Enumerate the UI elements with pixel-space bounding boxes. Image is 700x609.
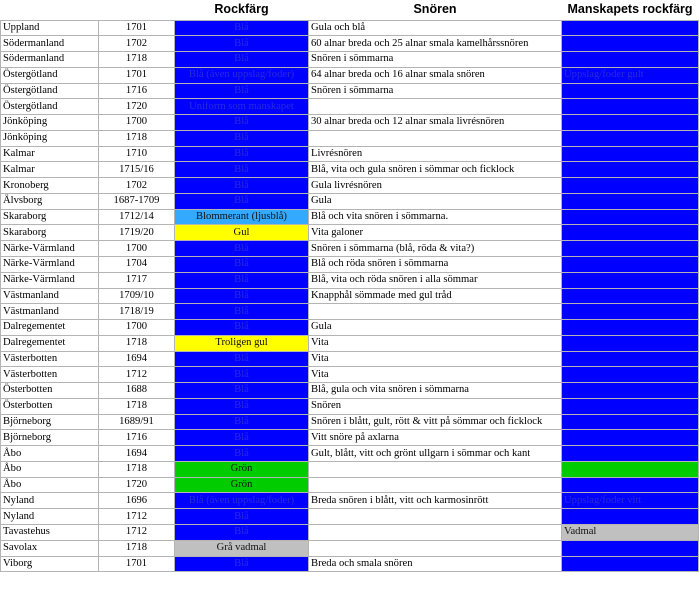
cell-snoren xyxy=(309,509,562,525)
cell-manskapets-rockfarg xyxy=(562,146,699,162)
cell-manskapets-rockfarg xyxy=(562,209,699,225)
header-landskap xyxy=(1,0,99,20)
cell-landskap: Jönköping xyxy=(1,115,99,131)
cell-manskapets-rockfarg xyxy=(562,178,699,194)
cell-manskapets-rockfarg xyxy=(562,509,699,525)
cell-snoren xyxy=(309,525,562,541)
cell-landskap: Dalregementet xyxy=(1,335,99,351)
cell-manskapets-rockfarg xyxy=(562,193,699,209)
cell-rockfarg: Blå xyxy=(175,398,309,414)
cell-rockfarg: Blå (även uppslag/foder) xyxy=(175,493,309,509)
cell-ar: 1701 xyxy=(99,556,175,572)
cell-rockfarg: Grå vadmal xyxy=(175,540,309,556)
cell-ar: 1718 xyxy=(99,398,175,414)
table-body xyxy=(1,20,699,572)
cell-ar: 1688 xyxy=(99,383,175,399)
table-row xyxy=(1,225,699,241)
cell-ar: 1712 xyxy=(99,525,175,541)
cell-rockfarg: Troligen gul xyxy=(175,335,309,351)
table-row xyxy=(1,162,699,178)
cell-ar: 1718/19 xyxy=(99,304,175,320)
cell-landskap: Kronoberg xyxy=(1,178,99,194)
cell-snoren: Gult, blått, vitt och grönt ullgarn i sömmar och kant xyxy=(309,446,562,462)
cell-manskapets-rockfarg xyxy=(562,256,699,272)
cell-rockfarg: Blå xyxy=(175,83,309,99)
cell-landskap: Björneborg xyxy=(1,430,99,446)
cell-landskap: Älvsborg xyxy=(1,193,99,209)
cell-snoren: Blå och röda snören i sömmarna xyxy=(309,256,562,272)
cell-landskap: Södermanland xyxy=(1,36,99,52)
cell-ar: 1718 xyxy=(99,461,175,477)
cell-manskapets-rockfarg: Uppslag/foder vitt xyxy=(562,493,699,509)
cell-manskapets-rockfarg xyxy=(562,52,699,68)
cell-snoren xyxy=(309,540,562,556)
cell-ar: 1700 xyxy=(99,241,175,257)
cell-manskapets-rockfarg xyxy=(562,414,699,430)
table-row xyxy=(1,398,699,414)
cell-manskapets-rockfarg xyxy=(562,304,699,320)
cell-snoren: 64 alnar breda och 16 alnar smala snören xyxy=(309,67,562,83)
cell-landskap: Skaraborg xyxy=(1,209,99,225)
cell-landskap: Västmanland xyxy=(1,288,99,304)
table-row xyxy=(1,130,699,146)
cell-manskapets-rockfarg xyxy=(562,430,699,446)
cell-landskap: Nyland xyxy=(1,509,99,525)
cell-rockfarg: Blå xyxy=(175,193,309,209)
table-row xyxy=(1,178,699,194)
cell-landskap: Åbo xyxy=(1,446,99,462)
table-row xyxy=(1,430,699,446)
cell-ar: 1718 xyxy=(99,52,175,68)
cell-rockfarg: Blå xyxy=(175,178,309,194)
cell-snoren: Blå, vita och gula snören i sömmar och ficklock xyxy=(309,162,562,178)
cell-landskap: Dalregementet xyxy=(1,320,99,336)
cell-manskapets-rockfarg xyxy=(562,83,699,99)
table-row xyxy=(1,446,699,462)
table-row xyxy=(1,209,699,225)
cell-ar: 1716 xyxy=(99,430,175,446)
cell-landskap: Åbo xyxy=(1,477,99,493)
cell-rockfarg: Blå xyxy=(175,351,309,367)
cell-manskapets-rockfarg xyxy=(562,367,699,383)
cell-ar: 1700 xyxy=(99,115,175,131)
cell-snoren: Blå, vita och röda snören i alla sömmar xyxy=(309,272,562,288)
cell-rockfarg: Blå xyxy=(175,556,309,572)
cell-manskapets-rockfarg: Vadmal xyxy=(562,525,699,541)
cell-manskapets-rockfarg xyxy=(562,477,699,493)
cell-landskap: Åbo xyxy=(1,461,99,477)
header-rockfarg: Rockfärg xyxy=(175,0,309,20)
cell-manskapets-rockfarg xyxy=(562,20,699,36)
cell-manskapets-rockfarg: Uppslag/foder gult xyxy=(562,67,699,83)
cell-rockfarg: Blå xyxy=(175,320,309,336)
cell-manskapets-rockfarg xyxy=(562,320,699,336)
cell-snoren: Breda och smala snören xyxy=(309,556,562,572)
cell-landskap: Kalmar xyxy=(1,146,99,162)
table-row xyxy=(1,304,699,320)
cell-landskap: Österbotten xyxy=(1,383,99,399)
cell-ar: 1718 xyxy=(99,130,175,146)
cell-manskapets-rockfarg xyxy=(562,130,699,146)
cell-snoren xyxy=(309,461,562,477)
cell-landskap: Närke-Värmland xyxy=(1,241,99,257)
cell-ar: 1696 xyxy=(99,493,175,509)
cell-rockfarg: Grön xyxy=(175,461,309,477)
cell-ar: 1694 xyxy=(99,351,175,367)
cell-ar: 1701 xyxy=(99,20,175,36)
table-row xyxy=(1,241,699,257)
cell-snoren: Vita xyxy=(309,351,562,367)
cell-snoren: 30 alnar breda och 12 alnar smala livrésnören xyxy=(309,115,562,131)
cell-landskap: Uppland xyxy=(1,20,99,36)
cell-manskapets-rockfarg xyxy=(562,36,699,52)
cell-ar: 1689/91 xyxy=(99,414,175,430)
cell-ar: 1716 xyxy=(99,83,175,99)
cell-snoren: Snören i sömmarna xyxy=(309,83,562,99)
cell-rockfarg: Blå xyxy=(175,304,309,320)
cell-manskapets-rockfarg xyxy=(562,461,699,477)
cell-manskapets-rockfarg xyxy=(562,288,699,304)
cell-snoren: Snören i sömmarna xyxy=(309,52,562,68)
table-row xyxy=(1,540,699,556)
table-row xyxy=(1,351,699,367)
cell-landskap: Östergötland xyxy=(1,83,99,99)
cell-rockfarg: Blå xyxy=(175,130,309,146)
cell-ar: 1704 xyxy=(99,256,175,272)
cell-snoren: Gula xyxy=(309,320,562,336)
table-row xyxy=(1,272,699,288)
cell-ar: 1712/14 xyxy=(99,209,175,225)
cell-manskapets-rockfarg xyxy=(562,351,699,367)
header-snoren: Snören xyxy=(309,0,562,20)
cell-ar: 1712 xyxy=(99,509,175,525)
cell-snoren: Vitt snöre på axlarna xyxy=(309,430,562,446)
cell-ar: 1700 xyxy=(99,320,175,336)
cell-manskapets-rockfarg xyxy=(562,241,699,257)
cell-snoren: Snören i blått, gult, rött & vitt på sömmar och ficklock xyxy=(309,414,562,430)
cell-ar: 1702 xyxy=(99,36,175,52)
table-row xyxy=(1,36,699,52)
header-row xyxy=(1,0,699,20)
cell-manskapets-rockfarg xyxy=(562,335,699,351)
cell-landskap: Skaraborg xyxy=(1,225,99,241)
cell-rockfarg: Blå xyxy=(175,288,309,304)
cell-rockfarg: Blå xyxy=(175,525,309,541)
cell-landskap: Västerbotten xyxy=(1,351,99,367)
cell-manskapets-rockfarg xyxy=(562,383,699,399)
cell-snoren: Gula och blå xyxy=(309,20,562,36)
cell-landskap: Nyland xyxy=(1,493,99,509)
cell-snoren: 60 alnar breda och 25 alnar smala kamelhårssnören xyxy=(309,36,562,52)
table-row xyxy=(1,99,699,115)
cell-snoren xyxy=(309,304,562,320)
table-row xyxy=(1,461,699,477)
table-row xyxy=(1,320,699,336)
table-row xyxy=(1,383,699,399)
cell-landskap: Södermanland xyxy=(1,52,99,68)
cell-manskapets-rockfarg xyxy=(562,162,699,178)
cell-landskap: Österbotten xyxy=(1,398,99,414)
cell-snoren: Snören i sömmarna (blå, röda & vita?) xyxy=(309,241,562,257)
cell-ar: 1709/10 xyxy=(99,288,175,304)
cell-manskapets-rockfarg xyxy=(562,115,699,131)
header-manskapets-rockfarg: Manskapets rockfärg xyxy=(562,0,699,20)
cell-landskap: Västerbotten xyxy=(1,367,99,383)
cell-landskap: Östergötland xyxy=(1,67,99,83)
cell-snoren: Gula livrésnören xyxy=(309,178,562,194)
cell-snoren xyxy=(309,99,562,115)
cell-rockfarg: Blå xyxy=(175,383,309,399)
cell-ar: 1710 xyxy=(99,146,175,162)
cell-manskapets-rockfarg xyxy=(562,398,699,414)
cell-manskapets-rockfarg xyxy=(562,272,699,288)
cell-landskap: Östergötland xyxy=(1,99,99,115)
cell-rockfarg: Blå xyxy=(175,20,309,36)
table-row xyxy=(1,509,699,525)
cell-rockfarg: Grön xyxy=(175,477,309,493)
cell-ar: 1702 xyxy=(99,178,175,194)
cell-snoren: Vita xyxy=(309,367,562,383)
cell-snoren: Snören xyxy=(309,398,562,414)
cell-rockfarg: Blå xyxy=(175,509,309,525)
table-row xyxy=(1,477,699,493)
header-ar xyxy=(99,0,175,20)
cell-rockfarg: Blå xyxy=(175,36,309,52)
table-row xyxy=(1,256,699,272)
table-row xyxy=(1,556,699,572)
cell-rockfarg: Blå xyxy=(175,446,309,462)
cell-snoren xyxy=(309,130,562,146)
cell-rockfarg: Blommerant (ljusblå) xyxy=(175,209,309,225)
cell-manskapets-rockfarg xyxy=(562,556,699,572)
table-row xyxy=(1,288,699,304)
cell-landskap: Viborg xyxy=(1,556,99,572)
cell-manskapets-rockfarg xyxy=(562,99,699,115)
cell-ar: 1687-1709 xyxy=(99,193,175,209)
cell-rockfarg: Blå xyxy=(175,115,309,131)
cell-snoren: Blå, gula och vita snören i sömmarna xyxy=(309,383,562,399)
table-row xyxy=(1,83,699,99)
cell-ar: 1720 xyxy=(99,477,175,493)
cell-landskap: Västmanland xyxy=(1,304,99,320)
cell-ar: 1718 xyxy=(99,335,175,351)
cell-rockfarg: Blå xyxy=(175,414,309,430)
table-row xyxy=(1,525,699,541)
cell-snoren: Vita galoner xyxy=(309,225,562,241)
cell-rockfarg: Blå xyxy=(175,52,309,68)
cell-snoren: Gula xyxy=(309,193,562,209)
cell-snoren: Vita xyxy=(309,335,562,351)
cell-snoren: Breda snören i blått, vitt och karmosinrött xyxy=(309,493,562,509)
cell-ar: 1719/20 xyxy=(99,225,175,241)
cell-rockfarg: Blå xyxy=(175,241,309,257)
cell-snoren: Livrésnören xyxy=(309,146,562,162)
cell-rockfarg: Blå xyxy=(175,430,309,446)
table-row xyxy=(1,146,699,162)
table-row xyxy=(1,367,699,383)
cell-rockfarg: Blå xyxy=(175,146,309,162)
cell-ar: 1715/16 xyxy=(99,162,175,178)
table-row xyxy=(1,115,699,131)
cell-landskap: Närke-Värmland xyxy=(1,272,99,288)
cell-ar: 1701 xyxy=(99,67,175,83)
cell-rockfarg: Blå xyxy=(175,367,309,383)
cell-snoren: Blå och vita snören i sömmarna. xyxy=(309,209,562,225)
cell-rockfarg: Uniform som manskapet xyxy=(175,99,309,115)
table-row xyxy=(1,335,699,351)
table-row xyxy=(1,493,699,509)
cell-rockfarg: Blå xyxy=(175,162,309,178)
table-row xyxy=(1,193,699,209)
table-row xyxy=(1,67,699,83)
cell-ar: 1712 xyxy=(99,367,175,383)
cell-snoren: Knapphål sömmade med gul tråd xyxy=(309,288,562,304)
cell-ar: 1694 xyxy=(99,446,175,462)
cell-landskap: Jönköping xyxy=(1,130,99,146)
cell-snoren xyxy=(309,477,562,493)
table-row xyxy=(1,20,699,36)
table-row xyxy=(1,414,699,430)
cell-ar: 1718 xyxy=(99,540,175,556)
cell-ar: 1720 xyxy=(99,99,175,115)
cell-landskap: Kalmar xyxy=(1,162,99,178)
cell-rockfarg: Gul xyxy=(175,225,309,241)
cell-ar: 1717 xyxy=(99,272,175,288)
table-row xyxy=(1,52,699,68)
cell-landskap: Savolax xyxy=(1,540,99,556)
cell-rockfarg: Blå (även uppslag/foder) xyxy=(175,67,309,83)
cell-manskapets-rockfarg xyxy=(562,540,699,556)
cell-landskap: Tavastehus xyxy=(1,525,99,541)
cell-rockfarg: Blå xyxy=(175,256,309,272)
cell-landskap: Närke-Värmland xyxy=(1,256,99,272)
cell-manskapets-rockfarg xyxy=(562,446,699,462)
cell-manskapets-rockfarg xyxy=(562,225,699,241)
cell-rockfarg: Blå xyxy=(175,272,309,288)
cell-landskap: Björneborg xyxy=(1,414,99,430)
